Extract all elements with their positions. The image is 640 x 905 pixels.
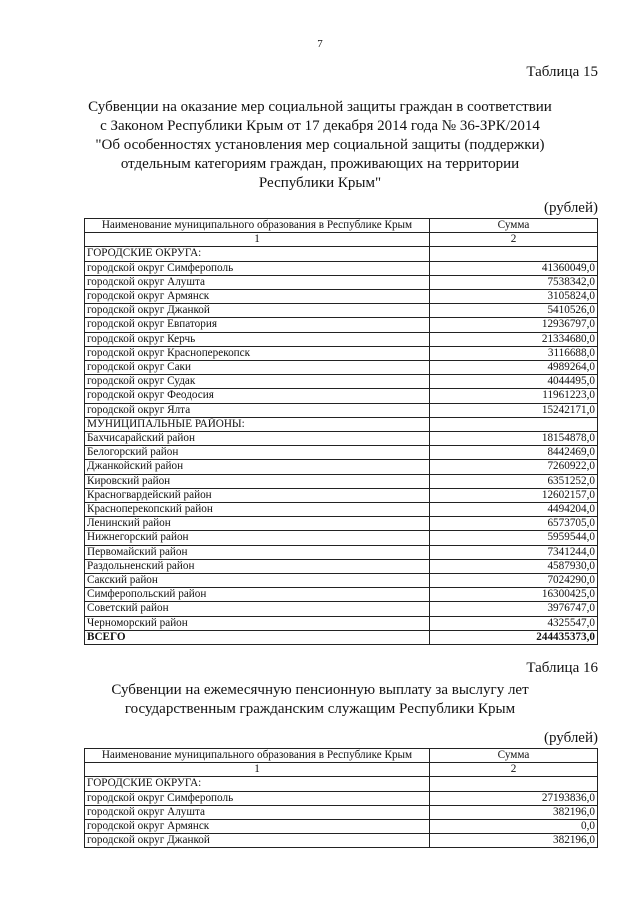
title-line: Субвенции на ежемесячную пенсионную выплату за выслугу лет	[111, 682, 529, 698]
table-16	[84, 748, 598, 848]
row-value: 4044495,0	[430, 375, 598, 389]
total-value: 244435373,0	[430, 630, 598, 644]
row-value: 15242171,0	[430, 403, 598, 417]
row-name: Красногвардейский район	[85, 488, 430, 502]
table-row	[85, 375, 598, 389]
table-16-title	[40, 681, 600, 719]
table-16-unit: (рублей)	[543, 730, 598, 746]
row-value: 6573705,0	[430, 517, 598, 531]
title-line: Субвенции на оказание мер социальной защиты граждан в соответствии	[88, 99, 552, 115]
row-value: 7538342,0	[430, 275, 598, 289]
row-value: 6351252,0	[430, 474, 598, 488]
row-value: 7260922,0	[430, 460, 598, 474]
column-number: 1	[85, 763, 430, 777]
row-name: Черноморский район	[85, 616, 430, 630]
row-value: 11961223,0	[430, 389, 598, 403]
row-value: 3976747,0	[430, 602, 598, 616]
row-value: 7024290,0	[430, 574, 598, 588]
table-row	[85, 805, 598, 819]
table-row	[85, 346, 598, 360]
table-row	[85, 503, 598, 517]
table-row	[85, 588, 598, 602]
table-row	[85, 460, 598, 474]
row-name: городской округ Керчь	[85, 332, 430, 346]
title-line: отдельным категориям граждан, проживающих на территории	[120, 156, 520, 172]
row-name: городской округ Евпатория	[85, 318, 430, 332]
row-value: 4494204,0	[430, 503, 598, 517]
row-value: 41360049,0	[430, 261, 598, 275]
title-line: "Об особенностях установления мер социальной защиты (поддержки)	[95, 137, 545, 153]
row-name: городской округ Армянск	[85, 290, 430, 304]
row-value: 12602157,0	[430, 488, 598, 502]
row-value: 3105824,0	[430, 290, 598, 304]
row-value: 21334680,0	[430, 332, 598, 346]
section-label: МУНИЦИПАЛЬНЫЕ РАЙОНЫ:	[85, 417, 430, 431]
table-row	[85, 574, 598, 588]
column-number: 2	[430, 233, 598, 247]
table-row	[85, 531, 598, 545]
table-row	[85, 488, 598, 502]
row-value: 18154878,0	[430, 432, 598, 446]
table-row	[85, 304, 598, 318]
row-value: 382196,0	[430, 834, 598, 848]
row-value: 12936797,0	[430, 318, 598, 332]
row-name: Бахчисарайский район	[85, 432, 430, 446]
row-value: 4587930,0	[430, 559, 598, 573]
column-number: 1	[85, 233, 430, 247]
row-name: городской округ Ялта	[85, 403, 430, 417]
column-header-sum: Сумма	[430, 749, 598, 763]
row-value: 382196,0	[430, 805, 598, 819]
title-line: государственным гражданским служащим Республики Крым	[124, 701, 516, 717]
table-row	[85, 332, 598, 346]
page-number: 7	[317, 38, 323, 50]
table-15-title	[40, 98, 600, 193]
row-name: Белогорский район	[85, 446, 430, 460]
table-row	[85, 261, 598, 275]
row-name: городской округ Джанкой	[85, 304, 430, 318]
column-header-name: Наименование муниципального образования в Республике Крым	[85, 749, 430, 763]
table-row	[85, 290, 598, 304]
row-value: 27193836,0	[430, 791, 598, 805]
table-row	[85, 545, 598, 559]
row-name: Советский район	[85, 602, 430, 616]
section-label: ГОРОДСКИЕ ОКРУГА:	[85, 777, 430, 791]
table-row	[85, 361, 598, 375]
row-name: городской округ Джанкой	[85, 834, 430, 848]
row-name: городской округ Симферополь	[85, 791, 430, 805]
column-header-name: Наименование муниципального образования в Республике Крым	[85, 219, 430, 233]
section-label: ГОРОДСКИЕ ОКРУГА:	[85, 247, 430, 261]
table-15	[84, 218, 598, 645]
column-header-sum: Сумма	[430, 219, 598, 233]
row-name: Кировский район	[85, 474, 430, 488]
row-value: 5410526,0	[430, 304, 598, 318]
row-value: 4325547,0	[430, 616, 598, 630]
row-value: 4989264,0	[430, 361, 598, 375]
row-value: 16300425,0	[430, 588, 598, 602]
row-name: городской округ Красноперекопск	[85, 346, 430, 360]
row-value: 8442469,0	[430, 446, 598, 460]
row-name: Первомайский район	[85, 545, 430, 559]
table-row	[85, 432, 598, 446]
header-row	[85, 749, 598, 763]
row-name: городской округ Судак	[85, 375, 430, 389]
row-name: городской округ Армянск	[85, 820, 430, 834]
table-row	[85, 791, 598, 805]
table-row	[85, 403, 598, 417]
table-15-label: Таблица 15	[526, 64, 598, 80]
table-row	[85, 834, 598, 848]
column-number: 2	[430, 763, 598, 777]
table-row	[85, 275, 598, 289]
table-16-label: Таблица 16	[526, 660, 598, 676]
table-row	[85, 559, 598, 573]
column-number-row	[85, 233, 598, 247]
table-row	[85, 318, 598, 332]
table-row	[85, 820, 598, 834]
row-value: 3116688,0	[430, 346, 598, 360]
total-row	[85, 630, 598, 644]
table-row	[85, 389, 598, 403]
table-15-unit: (рублей)	[543, 200, 598, 216]
row-name: городской округ Саки	[85, 361, 430, 375]
column-number-row	[85, 763, 598, 777]
row-value: 7341244,0	[430, 545, 598, 559]
row-name: Ленинский район	[85, 517, 430, 531]
table-row	[85, 616, 598, 630]
row-name: городской округ Алушта	[85, 275, 430, 289]
section-row	[85, 777, 598, 791]
table-row	[85, 474, 598, 488]
row-name: Сакский район	[85, 574, 430, 588]
row-name: Нижнегорский район	[85, 531, 430, 545]
row-value: 5959544,0	[430, 531, 598, 545]
row-name: Джанкойский район	[85, 460, 430, 474]
table-row	[85, 517, 598, 531]
row-name: Красноперекопский район	[85, 503, 430, 517]
table-row	[85, 446, 598, 460]
header-row	[85, 219, 598, 233]
row-name: городской округ Симферополь	[85, 261, 430, 275]
title-line: Республики Крым"	[258, 175, 382, 191]
row-value: 0,0	[430, 820, 598, 834]
title-line: с Законом Республики Крым от 17 декабря 2014 года № 36-ЗРК/2014	[100, 118, 540, 134]
row-name: городской округ Феодосия	[85, 389, 430, 403]
row-name: Симферопольский район	[85, 588, 430, 602]
table-row	[85, 602, 598, 616]
total-label: ВСЕГО	[85, 630, 430, 644]
section-row	[85, 247, 598, 261]
section-row	[85, 417, 598, 431]
row-name: Раздольненский район	[85, 559, 430, 573]
row-name: городской округ Алушта	[85, 805, 430, 819]
